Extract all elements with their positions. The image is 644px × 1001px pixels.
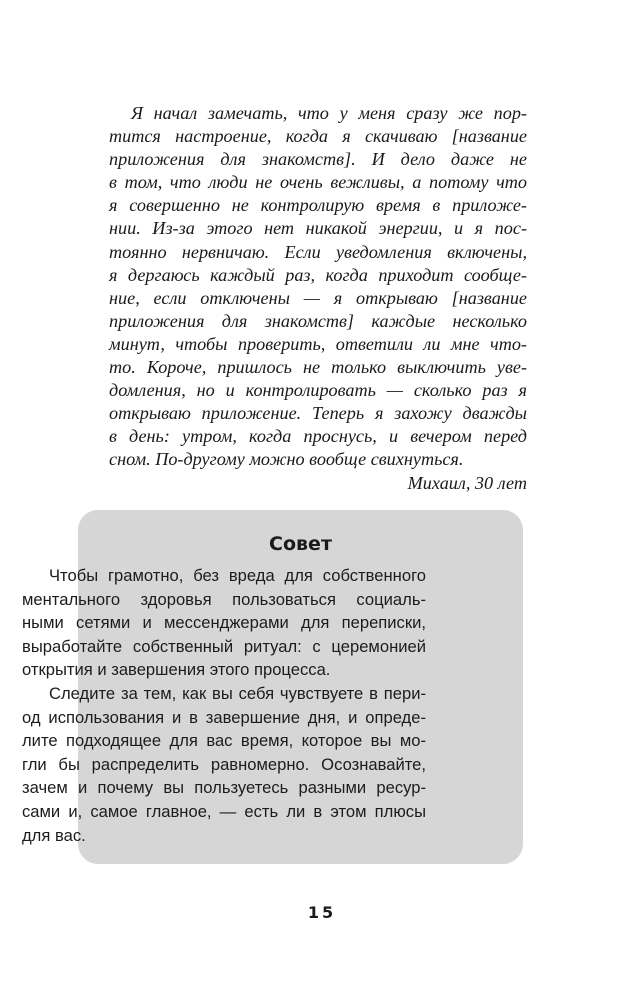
tip-line: ными сетями и мессенджерами для переписки, <box>22 613 426 633</box>
quote-line: открываю приложение. Теперь я захожу дважды <box>109 403 527 424</box>
quote-line: в том, что люди не очень вежливы, а потому что <box>109 172 527 193</box>
tip-body <box>22 564 426 847</box>
quote-block <box>109 102 527 495</box>
quote-line: минут, чтобы проверить, ответили ли мне что- <box>109 333 527 354</box>
quote-line: тится настроение, когда я скачиваю [название <box>109 126 527 147</box>
quote-line: приложения для знакомств] каждые несколько <box>109 310 527 331</box>
tip-line: открытия и завершения этого процесса. <box>22 660 331 680</box>
tip-line: ментального здоровья пользоваться социаль- <box>22 589 426 609</box>
quote-line: нии. Из-за этого нет никакой энергии, и я пос- <box>109 218 527 239</box>
quote-line: то. Короче, пришлось не только выключить уве- <box>109 357 527 378</box>
quote-line: я совершенно не контролирую время в приложе- <box>109 195 527 216</box>
quote-line: приложения для знакомств]. И дело даже не <box>109 149 527 170</box>
quote-line: ние, если отключены — я открываю [название <box>109 287 527 308</box>
page-number: 15 <box>307 903 337 922</box>
quote-line: домления, но и контролировать — сколько раз я <box>109 380 527 401</box>
tip-line: Чтобы грамотно, без вреда для собственного <box>49 566 426 585</box>
quote-line: сном. По-другому можно вообще свихнуться. <box>109 449 464 470</box>
tip-line: гли бы распределить равномерно. Осознавайте, <box>22 754 426 774</box>
tip-line: Следите за тем, как вы себя чувствуете в пери- <box>49 683 426 703</box>
quote-line: в день: утром, когда проснусь, и вечером перед <box>109 426 527 447</box>
tip-title: Совет <box>269 533 332 555</box>
quote-attribution: Михаил, 30 лет <box>407 472 527 493</box>
tip-line: од использования и в завершение дня, и опреде- <box>22 707 426 727</box>
tip-line: зачем и почему вы пользуетесь разными ресур- <box>22 778 426 798</box>
tip-line: лите подходящее для вас время, которое вы мо- <box>22 731 426 751</box>
quote-line: Я начал замечать, что у меня сразу же пор- <box>131 103 527 123</box>
tip-line: сами и, самое главное, — есть ли в этом плюсы <box>22 801 426 821</box>
quote-line: я дергаюсь каждый раз, когда приходит сообще- <box>109 264 527 285</box>
tip-line: для вас. <box>22 825 86 845</box>
tip-line: выработайте собственный ритуал: с церемонией <box>22 636 426 656</box>
quote-line: тоянно нервничаю. Если уведомления включены, <box>109 241 527 262</box>
